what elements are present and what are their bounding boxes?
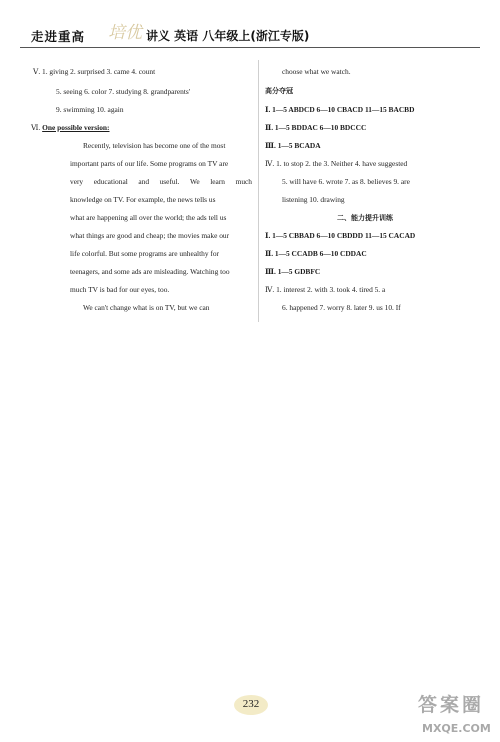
- roman-numeral: Ⅵ.: [31, 123, 41, 132]
- column-divider: [258, 60, 259, 322]
- page-number: 232: [242, 698, 260, 710]
- section-label: [31, 123, 110, 133]
- paragraph-line: what are happening all over the world; the ads tell us: [70, 213, 227, 222]
- header-rule: [20, 47, 480, 48]
- paragraph-line: what things are good and cheap; the movies make our: [70, 231, 230, 240]
- answer-line: Ⅲ. 1—5 GDBFC: [265, 267, 321, 276]
- subject-title: 讲义 英语 八年级上(浙江专版): [146, 29, 310, 43]
- answer-line: Ⅳ. 1. interest 2. with 3. took 4. tired 5. a: [265, 285, 386, 294]
- answer-line: Ⅱ. 1—5 CCADB 6—10 CDDAC: [265, 249, 367, 258]
- paragraph-line: knowledge on TV. For example, the news tells us: [70, 195, 216, 204]
- answer-line: 5. will have 6. wrote 7. as 8. believes 9. are: [282, 177, 410, 186]
- version-title: One possible version:: [42, 123, 110, 132]
- answer-line: Ⅲ. 1—5 BCADA: [265, 141, 321, 150]
- answer-line: 5. seeing 6. color 7. studying 8. grandparents': [56, 87, 191, 96]
- answer-line: Ⅴ. 1. giving 2. surprised 3. came 4. count: [33, 67, 156, 76]
- answer-line: listening 10. drawing: [282, 195, 345, 204]
- watermark-logo: [400, 688, 496, 740]
- decorative-script: 培优: [108, 23, 142, 43]
- answer-line: 9. swimming 10. again: [56, 105, 124, 114]
- section-heading: 二、能力提升训练: [337, 214, 393, 222]
- paragraph-line: teenagers, and some ads are misleading. Watching too: [70, 267, 230, 276]
- paragraph-line: We can't change what is on TV, but we can: [83, 303, 210, 312]
- answer-line: Ⅳ. 1. to stop 2. the 3. Neither 4. have suggested: [265, 159, 408, 168]
- answer-line: Ⅰ. 1—5 ABDCD 6—10 CBACD 11—15 BACBD: [265, 105, 415, 114]
- paragraph-line: important parts of our life. Some programs on TV are: [70, 159, 229, 168]
- section-heading: 高分夺冠: [265, 87, 293, 95]
- paragraph-line: choose what we watch.: [282, 67, 351, 76]
- answer-line: 6. happened 7. worry 8. later 9. us 10. If: [282, 303, 401, 312]
- series-title: 走进重高: [31, 29, 86, 44]
- paragraph-line: very educational and useful. We learn much: [70, 177, 252, 186]
- page-number-badge: [234, 695, 268, 715]
- watermark-url: MXQE.COM: [422, 722, 491, 735]
- page-header: [0, 0, 500, 50]
- answer-line: Ⅰ. 1—5 CBBAD 6—10 CBDDD 11—15 CACAD: [265, 231, 416, 240]
- paragraph-line: much TV is bad for our eyes, too.: [70, 285, 170, 294]
- watermark-title: 答案圈: [418, 694, 485, 716]
- paragraph-line: life colorful. But some programs are unhealthy for: [70, 249, 219, 258]
- answer-line: Ⅱ. 1—5 BDDAC 6—10 BDCCC: [265, 123, 367, 132]
- paragraph-line: Recently, television has become one of the most: [83, 141, 226, 150]
